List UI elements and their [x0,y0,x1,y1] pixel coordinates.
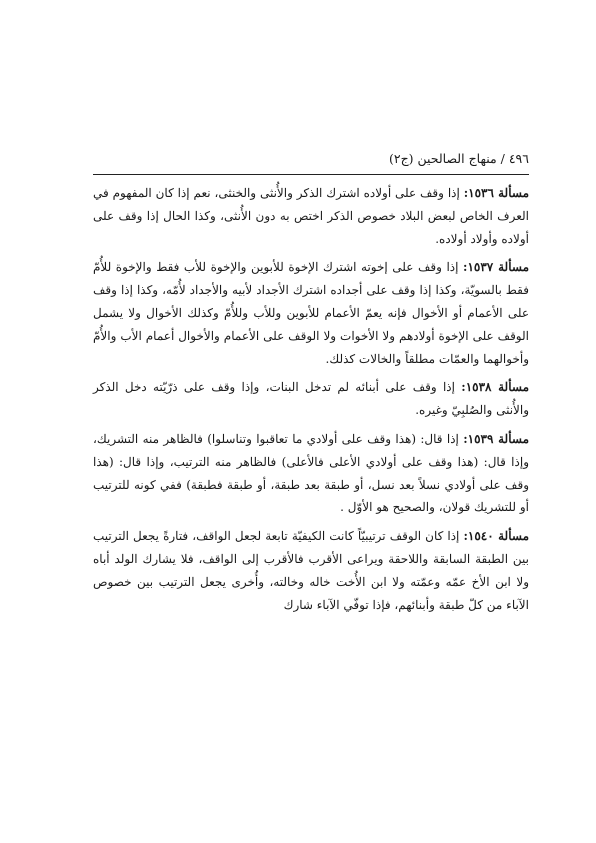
issue-number-label: مسألة ١٥٣٩: [463,431,529,446]
header-divider [93,174,529,175]
paragraph-text: إذا وقف على إخوته اشترك الإخوة للأبوين والإخوة للأب فقط والإخوة للأُمّ فقط بالسويّة، وكذا إذا وقف على أجداده اشترك الأجداد لأبيه والأجداد لأُمّه، وكذا إذا وقف على الأعمام أو الأخوال فإنه يعمّ الأعمام للأبوين وللأب وللأُمّ وكذلك الأخوال ولا يشمل الوقف على الإخوة أولادهم ولا الأخوات ولا الوقف على الأعمام والأخوال أعمام الأب والأُمّ وأخوالهما والعمّات مطلقاً والخالات كذلك. [93,260,529,366]
paragraph-issue-1536 [93,182,529,250]
paragraph-text: إذا كان الوقف ترتيبيّاً كانت الكيفيّة تابعة لجعل الواقف، فتارةً يجعل الترتيب بين الطبقة السابقة واللاحقة ويراعى الأقرب فالأقرب إلى الواقف، فلا يشارك الولد أباه ولا ابن الأخ عمّه وعمّته ولا ابن الأُخت خاله وخالته، وأُخرى يجعل الترتيب بين خصوص الآباء من كلّ طبقة وأبنائهم، فإذا توفّي الآباء شارك [93,529,529,612]
paragraph-issue-1538 [93,376,529,422]
paragraph-issue-1540 [93,525,529,616]
issue-number-label: مسألة ١٥٣٧: [463,260,529,275]
issue-number-label: مسألة ١٥٣٨: [461,380,529,395]
paragraph-text: إذا قال: (هذا وقف على أولادي ما تعاقبوا وتناسلوا) فالظاهر منه التشريك، وإذا قال: (هذا وقف على أولادي الأعلى فالأعلى) فالظاهر منه الترتيب، وإذا قال: (هذا وقف على أولادي نسلاً بعد نسل، أو طبقة بعد طبقة، أو طبقة فطبقة) ففي كونه للترتيب أو للتشريك قولان، والصحيح هو الأوّل . [93,431,529,515]
running-header: ٤٩٦ / منهاج الصالحين (ج٢) [388,151,529,166]
paragraph-issue-1537 [93,256,529,370]
page-body [93,182,529,622]
issue-number-label: مسألة ١٥٣٦: [463,186,529,200]
paragraph-issue-1539 [93,428,529,519]
issue-number-label: مسألة ١٥٤٠: [463,529,529,544]
paragraph-text: إذا وقف على أولاده اشترك الذكر والأُنثى والخنثى، نعم إذا كان المفهوم في العرف الخاص لبعض البلاد خصوص الذكر اختص به دون الأُنثى، وكذا الحال إذا وقف على أولاده وأولاد أولاده. [93,186,529,246]
paragraph-text: إذا وقف على أبنائه لم تدخل البنات، وإذا وقف على ذرّيّته دخل الذكر والأُنثى والصُلبِيّ وغيره. [93,380,529,418]
